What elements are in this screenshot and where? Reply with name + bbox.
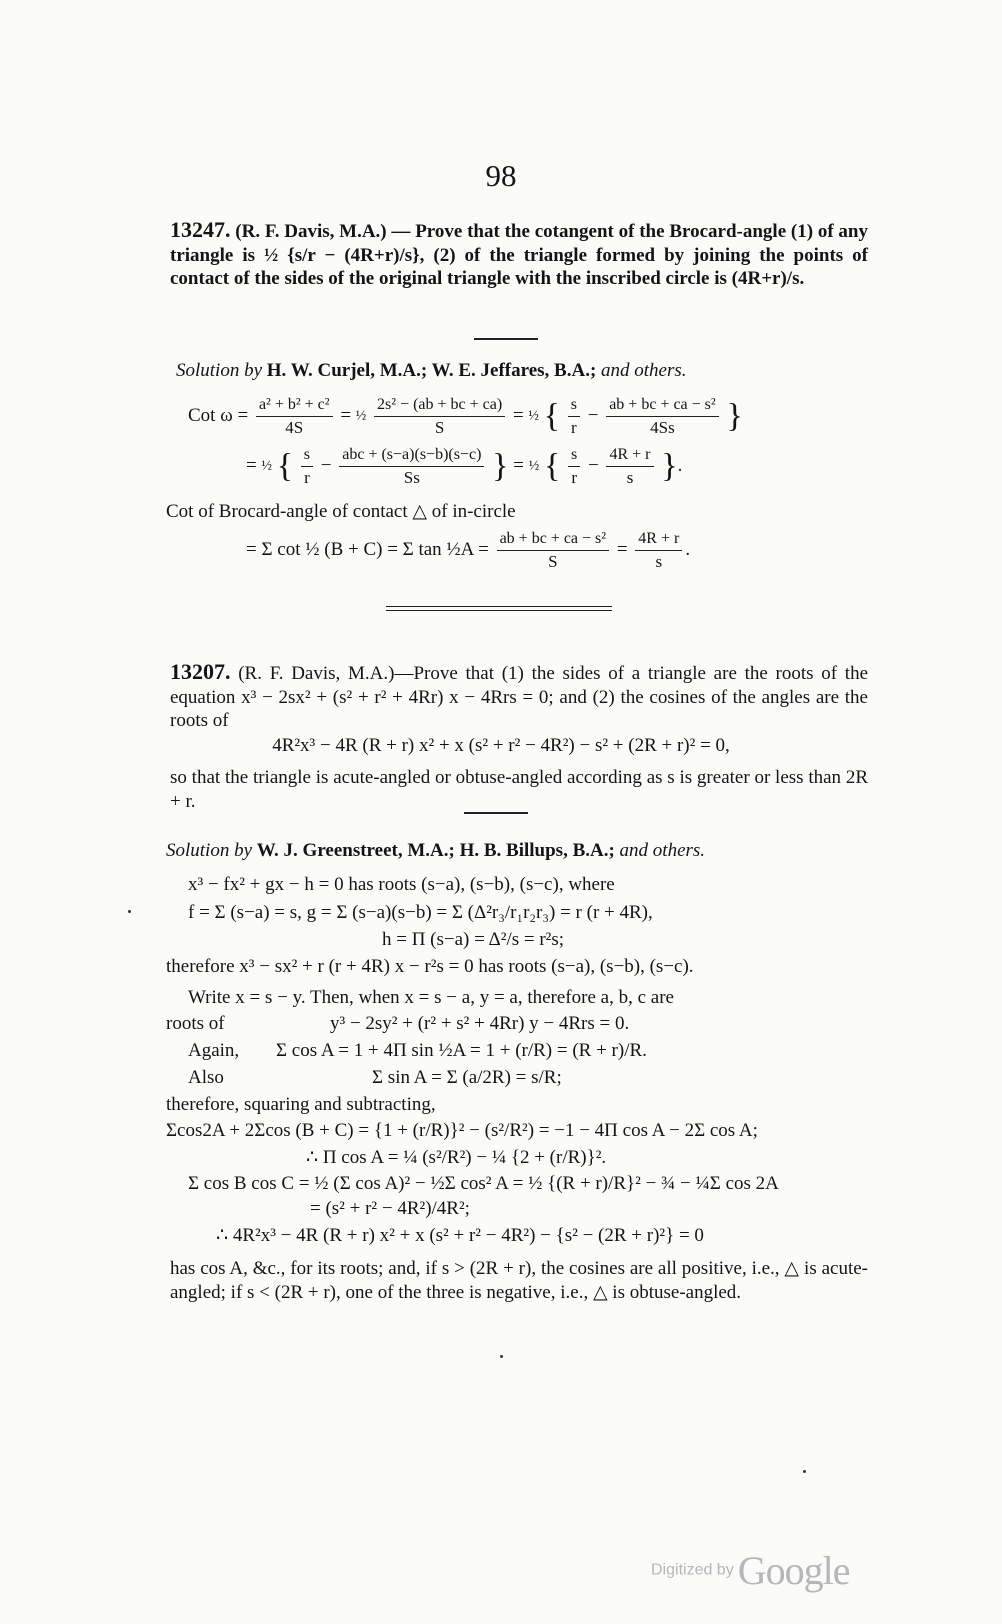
sol-line: Write x = s − y. Then, when x = s − a, y = a, therefore a, b, c are	[188, 987, 674, 1008]
google-logo: Google	[737, 1548, 850, 1593]
page-number: 98	[485, 158, 517, 193]
fraction	[256, 394, 333, 439]
fraction	[374, 394, 505, 439]
numerator: ab + bc + ca − s²	[497, 528, 610, 551]
divider	[474, 338, 538, 340]
solution-label: Solution by	[176, 360, 263, 381]
fraction	[635, 528, 682, 573]
problem-equation: 4R²x³ − 4R (R + r) x² + x (s² + r² − 4R²) − s² + (2R + r)² = 0,	[272, 735, 730, 756]
denominator: 4Ss	[650, 418, 675, 437]
sol-line: f = Σ (s−a) = s, g = Σ (s−a)(s−b) = Σ (Δ²r₃/r₁r₂r₃) = r (r + 4R),	[188, 902, 653, 923]
problem-13207	[170, 660, 868, 733]
sol-line: Σ cos A = 1 + 4Π sin ½A = 1 + (r/R) = (R + r)/R.	[276, 1040, 647, 1061]
numerator: 2s² − (ab + bc + ca)	[374, 394, 505, 417]
solution-others: and others.	[619, 840, 706, 861]
numerator: 4R + r	[635, 528, 682, 551]
sol-line: Σ cos B cos C = ½ (Σ cos A)² − ½Σ cos² A = ½ {(R + r)/R}² − ¾ − ¼Σ cos 2A	[188, 1173, 779, 1194]
sol-line: ∴ 4R²x³ − 4R (R + r) x² + x (s² + r² − 4R²) − {s² − (2R + r)²} = 0	[216, 1225, 704, 1246]
solution-label: Solution by	[166, 840, 253, 861]
double-divider	[386, 606, 612, 611]
solution-authors: W. J. Greenstreet, M.A.; H. B. Billups, B.A.;	[256, 840, 615, 861]
fraction	[568, 444, 580, 489]
sol-line-label: Again,	[188, 1040, 240, 1061]
sol-line: ∴ Π cos A = ¼ (s²/R²) − ¼ {2 + (r/R)}².	[306, 1147, 607, 1168]
denominator: 4S	[285, 418, 304, 437]
fraction	[301, 444, 313, 489]
fraction	[339, 444, 484, 489]
sol-line: therefore x³ − sx² + r (r + 4R) x − r²s = 0 has roots (s−a), (s−b), (s−c).	[166, 956, 694, 977]
sol-line: h = Π (s−a) = Δ²/s = r²s;	[382, 929, 565, 950]
eq-lhs: = Σ cot ½ (B + C) = Σ tan ½A =	[246, 538, 489, 560]
numerator: s	[568, 444, 580, 467]
denominator: s	[626, 468, 634, 487]
google-watermark	[651, 1547, 849, 1594]
sol-line: x³ − fx² + gx − h = 0 has roots (s−a), (s−b), (s−c), where	[188, 874, 615, 895]
problem-text-2: so that the triangle is acute-angled or obtuse-angled according as s is greater or less than 2R + r.	[170, 767, 868, 812]
problem-author: (R. F. Davis, M.A.)	[235, 221, 387, 242]
numerator: s	[301, 444, 313, 467]
problem-number: 13247.	[170, 217, 231, 242]
denominator: Ss	[403, 468, 420, 487]
denominator: r	[571, 468, 577, 487]
fraction	[568, 394, 580, 439]
speck	[128, 910, 131, 913]
sol-line: Σ sin A = Σ (a/2R) = s/R;	[372, 1067, 562, 1088]
solution-heading	[166, 840, 705, 862]
sol-line: Σcos2A + 2Σcos (B + C) = {1 + (r/R)}² − (s²/R²) = −1 − 4Π cos A − 2Σ cos A;	[166, 1120, 758, 1141]
fraction	[606, 444, 653, 489]
denominator: S	[548, 552, 558, 571]
denominator: S	[434, 418, 445, 437]
sol-line: therefore, squaring and subtracting,	[166, 1094, 436, 1115]
numerator: ab + bc + ca − s²	[606, 394, 719, 417]
solution-authors: H. W. Curjel, M.A.; W. E. Jeffares, B.A.;	[266, 360, 597, 381]
problem-13247	[170, 218, 868, 291]
sol-line: y³ − 2sy² + (r² + s² + 4Rr) y − 4Rrs = 0.	[330, 1013, 630, 1034]
denominator: r	[304, 468, 310, 487]
denominator: s	[655, 552, 663, 571]
speck	[500, 1355, 503, 1358]
problem-text-a: — Prove that the cotangent of the	[391, 221, 665, 242]
numerator: s	[568, 394, 580, 417]
sol-line-label: roots of	[166, 1013, 225, 1034]
sol-line: = (s² + r² − 4R²)/4R²;	[310, 1198, 470, 1219]
speck	[803, 1470, 806, 1473]
sol-final: has cos A, &c., for its roots; and, if s > (2R + r), the cosines are all positive, i.e., △ is acute-angled; if s < (2R + r), one of the three is negative, i.e., △ is obtuse-angled.	[170, 1258, 868, 1303]
solution-heading	[176, 360, 687, 382]
sol-line-label: Also	[188, 1067, 224, 1088]
denominator: r	[571, 418, 577, 437]
numerator: abc + (s−a)(s−b)(s−c)	[339, 444, 484, 467]
problem-number: 13207.	[170, 659, 231, 684]
incircle-line: Cot of Brocard-angle of contact △ of in-circle	[166, 501, 516, 522]
equation-cot-omega: Cot ω = $\frac{\text{a² + b² + c²}}{4S}$ = ½ $\frac{\text{2s² − (ab + bc + ca)}}{S}$ = ½ { $\frac{s}{r}$ − $\frac{\text{ab + bc + ca − s²}}{4Ss}$ }	[188, 396, 743, 437]
numerator: a² + b² + c²	[256, 394, 333, 417]
watermark-prefix: Digitized by	[651, 1561, 734, 1579]
eq-lhs: Cot ω =	[188, 404, 249, 426]
problem-text: —Prove that (1) the sides of a triangle are the roots of the equation x³ − 2sx² + (s² + r² + 4Rr) x − 4Rrs = 0; and (2) the cosines of the angles are the roots of	[170, 663, 868, 731]
solution-others: and others.	[601, 360, 687, 381]
equation-incircle: = Σ cot ½ (B + C) = Σ tan ½A = $\frac{\text{ab + bc + ca − s²}}{S}$ = $\frac{4R + r}{s}$ .	[246, 530, 691, 571]
equation-cot-omega-2: = ½ { $\frac{s}{r}$ − abc + (s−a)(s−b)(s−c) Ss } = ½ { $\frac{s}{r}$ − $\frac{4R + r}{s}$ }.	[246, 446, 683, 487]
problem-text-b: Brocard-angle (1) of any triangle is ½ {s/r − (4R+r)/s}, (2) of the triangle formed by joining the points of contact of the sides of the original triangle with the inscribed circle is (4R+r)/s.	[170, 221, 868, 289]
numerator: 4R + r	[606, 444, 653, 467]
problem-author: (R. F. Davis, M.A.)	[238, 663, 395, 684]
fraction	[606, 394, 719, 439]
divider	[464, 812, 528, 814]
fraction	[497, 528, 610, 573]
